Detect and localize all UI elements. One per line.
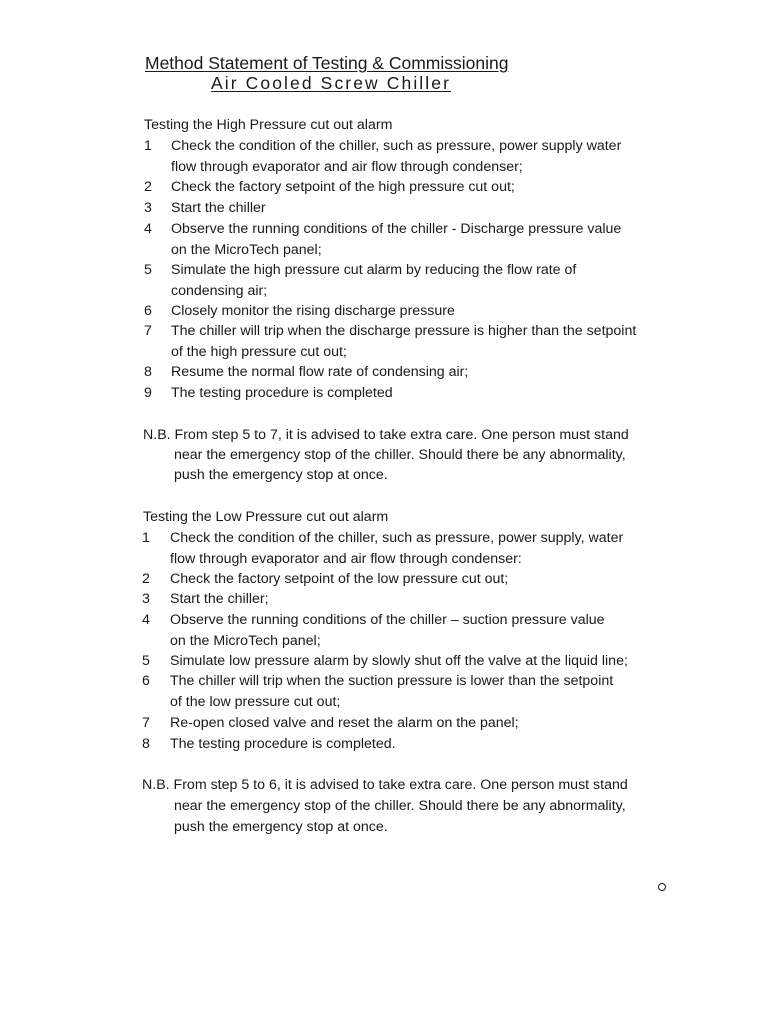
step-text: Check the condition of the chiller, such as pressure, power supply water (171, 138, 622, 154)
step-text: Re-open closed valve and reset the alarm on the panel; (170, 715, 519, 731)
step-number: 3 (142, 591, 150, 607)
note-text: near the emergency stop of the chiller. Should there be any abnormality, (174, 798, 626, 814)
step-text: of the low pressure cut out; (170, 694, 341, 710)
step-text: Simulate low pressure alarm by slowly shut off the valve at the liquid line; (170, 653, 628, 669)
step-number: 3 (144, 200, 152, 216)
step-text: Start the chiller; (170, 591, 269, 607)
step-number: 2 (142, 571, 150, 587)
step-text: of the high pressure cut out; (171, 344, 347, 360)
note-text: N.B. From step 5 to 7, it is advised to take extra care. One person must stand (143, 427, 629, 443)
step-text: Check the condition of the chiller, such as pressure, power supply, water (170, 530, 624, 546)
step-text: Resume the normal flow rate of condensing air; (171, 364, 469, 380)
step-number: 1 (144, 138, 152, 154)
step-number: 1 (142, 530, 150, 546)
step-text: The chiller will trip when the suction pressure is lower than the setpoint (170, 673, 614, 689)
step-text: Closely monitor the rising discharge pressure (171, 303, 455, 319)
step-number: 4 (142, 612, 150, 628)
step-number: 4 (144, 221, 152, 237)
step-number: 7 (142, 715, 150, 731)
step-text: Simulate the high pressure cut alarm by reducing the flow rate of (171, 262, 577, 278)
step-number: 6 (144, 303, 152, 319)
low-pressure-heading: Testing the Low Pressure cut out alarm (143, 509, 389, 525)
circle-bullet-icon (658, 883, 666, 891)
document-title: Method Statement of Testing & Commissioning (145, 53, 509, 73)
step-number: 6 (142, 673, 150, 689)
step-text: flow through evaporator and air flow through condenser; (171, 159, 523, 175)
step-number: 5 (144, 262, 152, 278)
step-number: 2 (144, 179, 152, 195)
note-text: push the emergency stop at once. (174, 467, 388, 483)
note-text: N.B. From step 5 to 6, it is advised to take extra care. One person must stand (142, 777, 628, 793)
step-text: The testing procedure is completed. (170, 736, 396, 752)
step-text: Start the chiller (171, 200, 266, 216)
step-text: Observe the running conditions of the chiller - Discharge pressure value (171, 221, 622, 237)
step-text: on the MicroTech panel; (170, 633, 321, 649)
step-text: Check the factory setpoint of the low pressure cut out; (170, 571, 509, 587)
step-number: 9 (144, 385, 152, 401)
step-number: 8 (144, 364, 152, 380)
step-text: Observe the running conditions of the chiller – suction pressure value (170, 612, 605, 628)
step-text: The chiller will trip when the discharge pressure is higher than the setpoint (171, 323, 637, 339)
step-text: condensing air; (171, 283, 268, 299)
step-number: 5 (142, 653, 150, 669)
step-text: flow through evaporator and air flow through condenser: (170, 551, 522, 567)
step-number: 7 (144, 323, 152, 339)
step-text: on the MicroTech panel; (171, 242, 322, 258)
note-text: near the emergency stop of the chiller. Should there be any abnormality, (174, 447, 626, 463)
high-pressure-heading: Testing the High Pressure cut out alarm (144, 117, 393, 133)
step-number: 8 (142, 736, 150, 752)
document-subtitle: Air Cooled Screw Chiller (211, 73, 452, 93)
step-text: Check the factory setpoint of the high pressure cut out; (171, 179, 515, 195)
note-text: push the emergency stop at once. (174, 819, 388, 835)
step-text: The testing procedure is completed (171, 385, 393, 401)
